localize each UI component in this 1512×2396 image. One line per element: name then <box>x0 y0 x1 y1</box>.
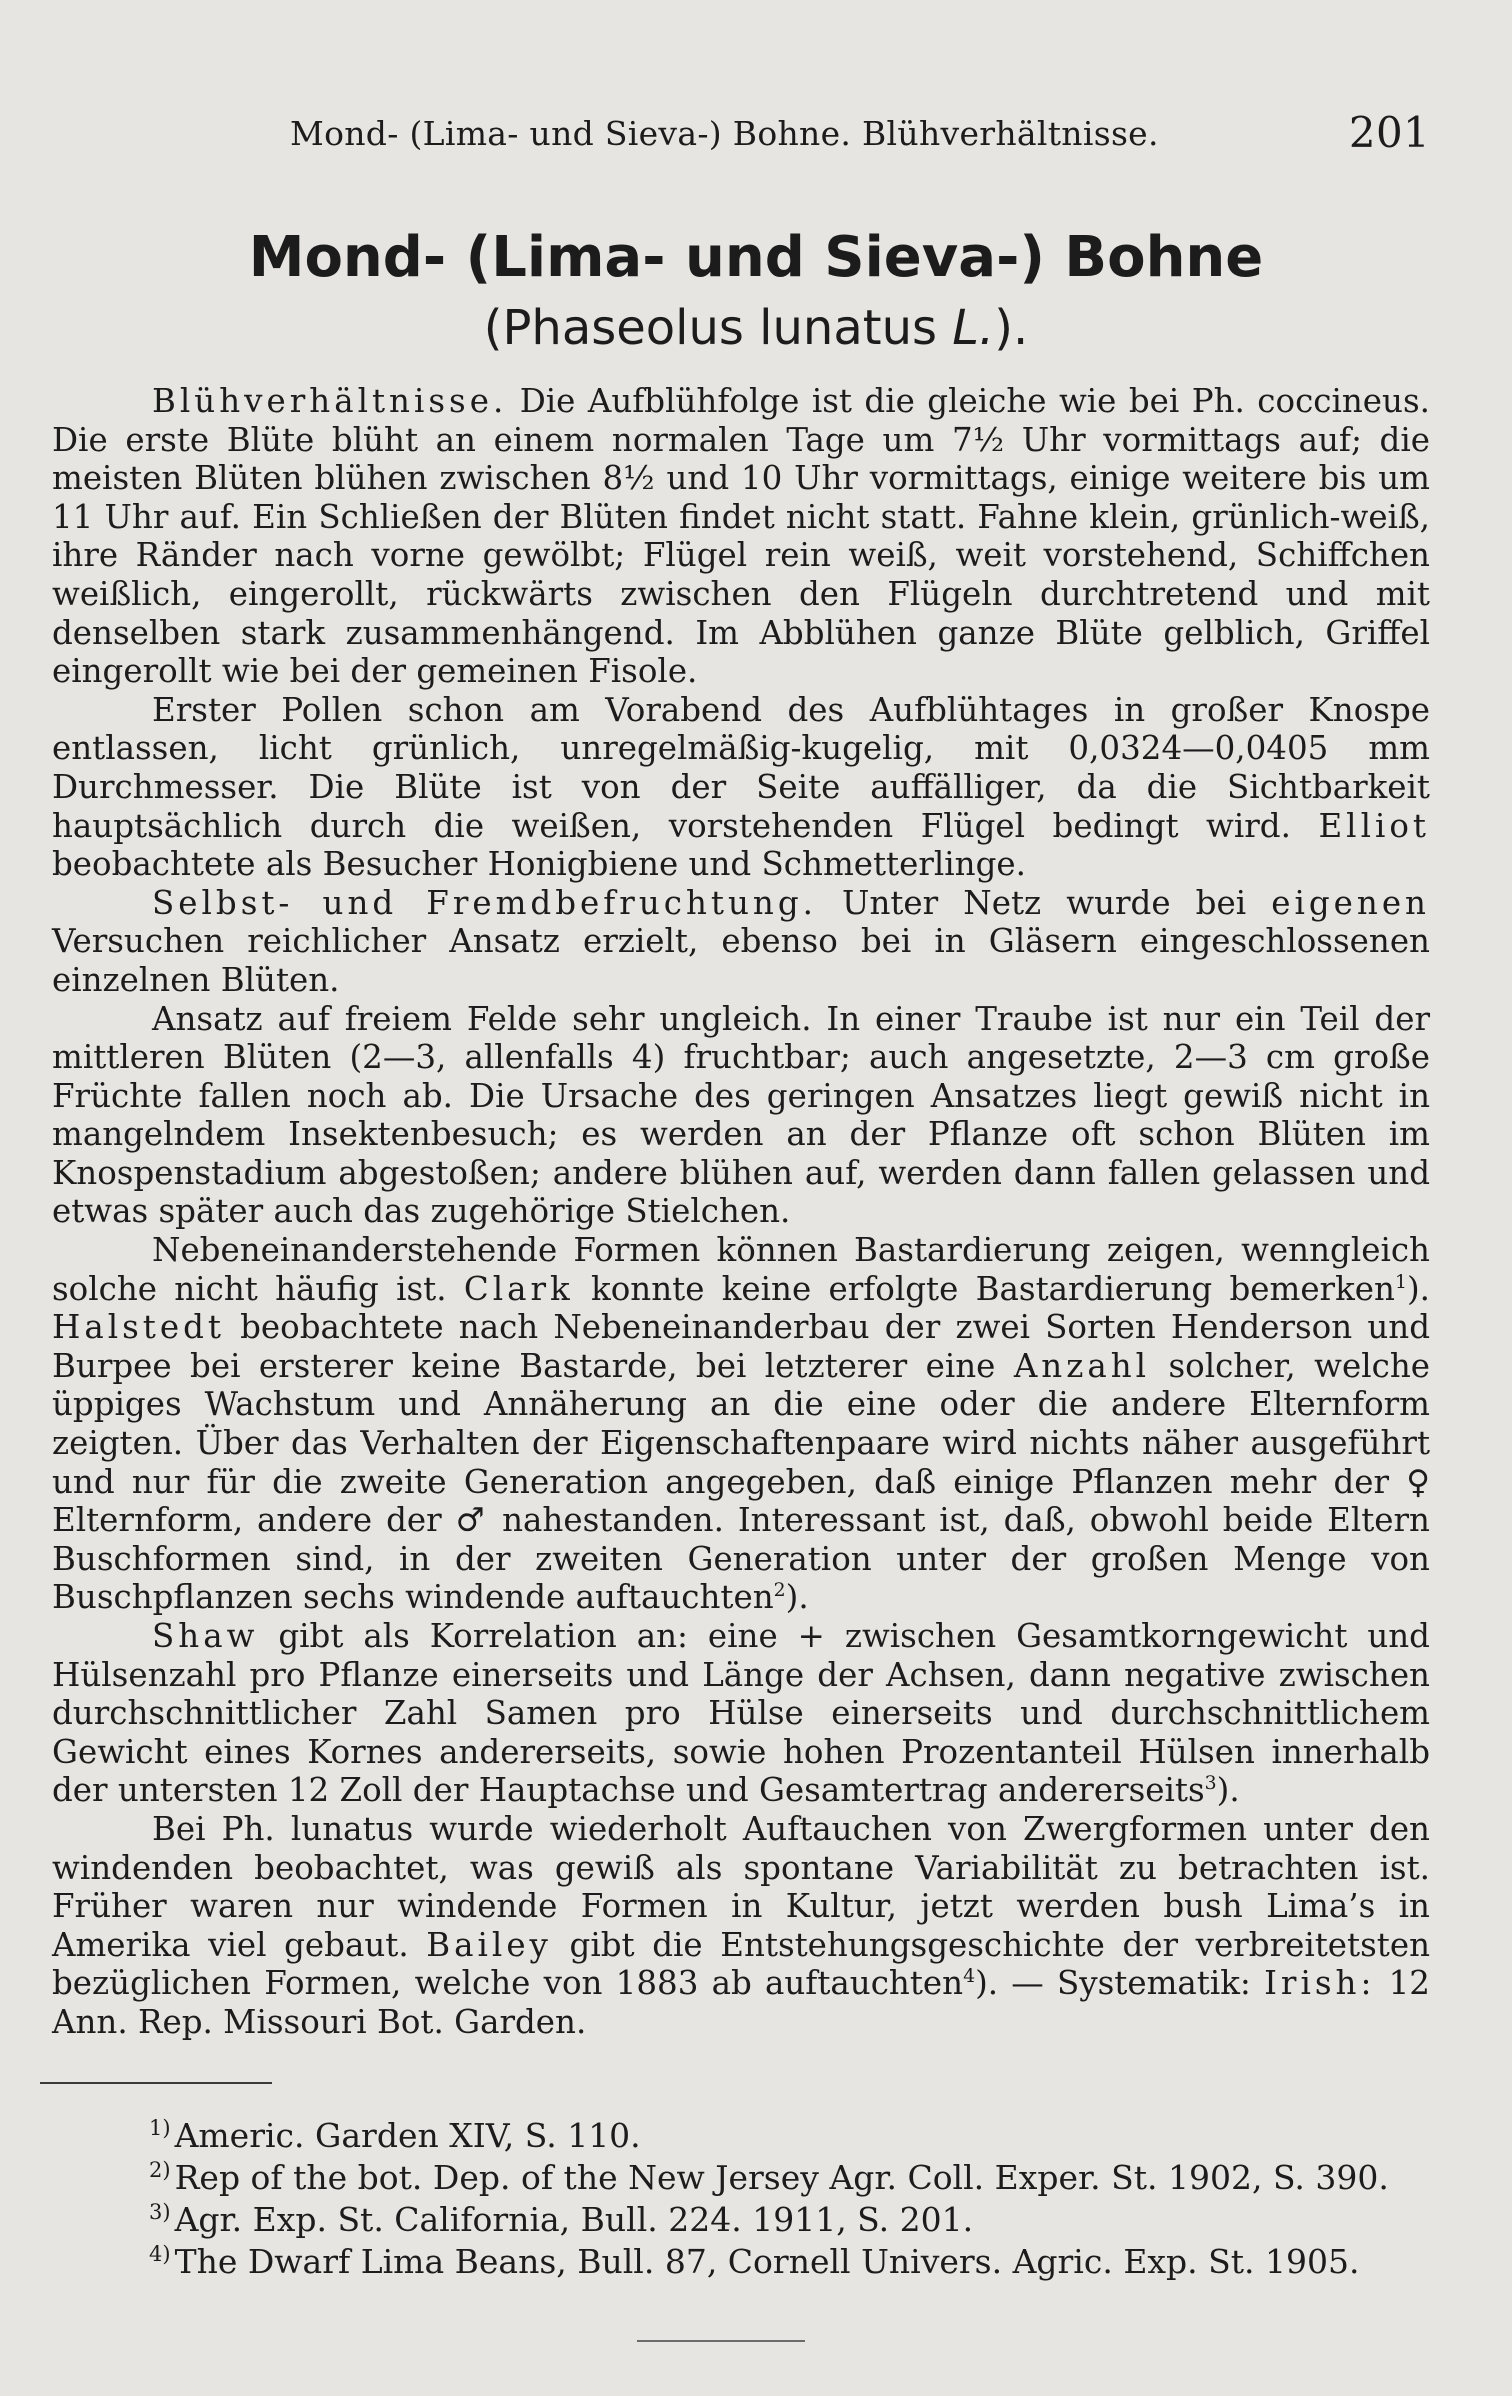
chapter-title: Mond- (Lima- und Sieva-) Bohne <box>248 225 1264 290</box>
paragraph-text: Versuchen reichlicher Ansatz erzielt, ebenso bei in Gläsern eingeschlossenen einzelnen Blüten. <box>52 922 1430 999</box>
footnote-mark: 4) <box>149 2242 171 2266</box>
author-name: Irish: <box>1264 1964 1376 2003</box>
footnotes <box>149 2116 1430 2285</box>
footnote-ref[interactable]: 3 <box>1204 1773 1217 1795</box>
paragraph-text: ). — Systematik: <box>975 1964 1265 2003</box>
paragraph-text: gibt als Korrelation an: eine + zwischen Gesamtkorngewicht und Hülsenzahl pro Pflanze einerseits und Länge der Achsen, dann negative zwischen durchschnittlicher Zahl Samen pro Hülse einerseits und durchschnittlichem Gewicht eines Kornes andererseits, sowie hohen Prozentanteil Hülsen innerhalb der untersten 12 Zoll der Hauptachse und Gesamtertrag andererseits <box>52 1617 1430 1810</box>
paragraph-text: Die Aufblühfolge ist die gleiche wie bei Ph. coccineus. Die erste Blüte blüht an einem normalen Tage um 7½ Uhr vormittags auf; die meisten Blüten blühen zwischen 8½ und 10 Uhr vormittags, einige weitere bis um 11 Uhr auf. Ein Schließen der Blüten findet nicht statt. Fahne klein, grünlich-weiß, ihre Ränder nach vorne gewölbt; Flügel rein weiß, weit vorstehend, Schiffchen weißlich, eingerollt, rückwärts zwischen den Flügeln durchtretend und mit denselben stark zusammenhängend. Im Abblühen ganze Blüte gelblich, Griffel eingerollt wie bei der gemeinen Fisole. <box>52 382 1430 691</box>
paragraph-text: . <box>798 1578 809 1617</box>
footnote-text: The Dwarf Lima Beans, Bull. 87, Cornell Univers. Agric. Exp. St. 1905. <box>174 2242 1360 2281</box>
paragraph-bluehverhaeltnisse <box>52 382 1430 691</box>
author-name: Bailey <box>426 1925 552 1964</box>
page-number: 201 <box>1348 108 1430 157</box>
emphasis-text: Anzahl <box>1013 1346 1151 1385</box>
section-heading: Blühverhältnisse. <box>152 382 508 420</box>
paragraph-text: ). <box>1216 1771 1240 1810</box>
footnote-ref[interactable]: 2 <box>773 1580 786 1602</box>
subtitle-close: ). <box>994 300 1029 356</box>
paragraph-ansatz <box>52 1000 1430 1232</box>
footnote-text: Agr. Exp. St. California, Bull. 224. 1911, S. 201. <box>174 2200 974 2239</box>
paragraph-pollen <box>52 691 1430 884</box>
paragraph-korrelation <box>52 1617 1430 1810</box>
paragraph-text: Bei Ph. lunatus wurde wiederholt Auftauchen von Zwergformen unter den windenden beobachtet, was gewiß als spontane Variabilität zu betrachten ist. Früher waren nur windende Formen in Kultur, jetzt werden bush Lima’s in Amerika viel gebaut. <box>52 1809 1430 1964</box>
paragraph-text: solcher, welche üppiges Wachstum und Annäherung an die eine oder die andere Elternform zeigten. Über das Verhalten der Eigenschaftenpaare wird nichts näher ausgeführt und nur für die zweite Generation angegeben, daß einige Pflanzen mehr der ♀ Elternform, andere der ♂ nahestanden. Interessant ist, daß, obwohl beide Eltern Buschformen sind, in der zweiten Generation unter der großen Menge von Buschpflanzen sechs windende auftauchten <box>52 1346 1430 1617</box>
author-name: Clark <box>463 1269 574 1308</box>
footnote-ref[interactable]: 4 <box>963 1966 976 1988</box>
paragraph-text: Erster Pollen schon am Vorabend des Aufblühtages in großer Knospe entlassen, licht grünlich, unregelmäßig-kugelig, mit 0,0324—0,0405 mm Durchmesser. Die Blüte ist von der Seite auffälliger, da die Sichtbarkeit hauptsächlich durch die weißen, vorstehenden Flügel bedingt wird. <box>52 690 1430 845</box>
running-title: Mond- (Lima- und Sieva-) Bohne. Blühverhältnisse. <box>290 114 1159 153</box>
footnote-text: Americ. Garden XIV, S. 110. <box>174 2116 641 2155</box>
paragraph-text: konnte keine erfolgte Bastardierung bemerken <box>573 1269 1395 1308</box>
footnote-separator <box>40 2082 272 2084</box>
footnote-item <box>149 2200 1430 2243</box>
bottom-rule <box>637 2340 805 2342</box>
footnote-mark: 1) <box>149 2116 171 2140</box>
paragraph-text: Ansatz auf freiem Felde sehr ungleich. In einer Traube ist nur ein Teil der mittleren Blüten (2—3, allenfalls 4) fruchtbar; auch angesetzte, 2—3 cm große Früchte fallen noch ab. Die Ursache des geringen Ansatzes liegt gewiß nicht in mangelndem Insektenbesuch; es werden an der Pflanze oft schon Blüten im Knospenstadium abgestoßen; andere blühen auf, werden dann fallen gelassen und etwas später auch das zugehörige Stielchen. <box>52 999 1430 1231</box>
paragraph-befruchtung <box>52 884 1430 1000</box>
footnote-ref[interactable]: 1 <box>1394 1271 1407 1293</box>
subtitle-open: (Phaseolus lunatus <box>483 300 953 356</box>
paragraph-zwergformen <box>52 1810 1430 2042</box>
footnote-item <box>149 2242 1430 2285</box>
body-text <box>52 382 1430 2042</box>
footnote-text: Rep of the bot. Dep. of the New Jersey Agr. Coll. Exper. St. 1902, S. 390. <box>174 2158 1389 2197</box>
paragraph-text: 12 Ann. Rep. Missouri Bot. Garden. <box>52 1964 1430 2041</box>
author-name: Elliot <box>1318 806 1430 845</box>
chapter-subtitle <box>0 300 1512 356</box>
author-name: Halstedt <box>52 1308 225 1347</box>
running-head <box>290 108 1430 158</box>
paragraph-text: Nebeneinanderstehende Formen können Bastardierung zeigen, wenngleich solche nicht häufig ist. <box>52 1231 1430 1308</box>
footnote-mark: 2) <box>149 2158 171 2182</box>
paragraph-text: gibt die Entstehungsgeschichte der verbreitetsten bezüglichen Formen, welche von 1883 ab auftauchten <box>52 1925 1430 2003</box>
footnote-item <box>149 2116 1430 2159</box>
subtitle-author: L. <box>952 300 995 356</box>
emphasis-text: eigenen <box>1271 883 1430 922</box>
paragraph-text: beobachtete nach Nebeneinanderbau der zwei Sorten Henderson und Burpee bei ersterer keine Bastarde, bei letzterer eine <box>52 1308 1430 1385</box>
paragraph-text: Unter Netz wurde bei <box>816 883 1272 922</box>
footnote-item <box>149 2158 1430 2201</box>
section-heading: Selbst- und Fremdbefruchtung. <box>152 883 817 922</box>
author-name: Shaw <box>152 1617 259 1655</box>
paragraph-text: beobachtete als Besucher Honigbiene und Schmetterlinge. <box>52 845 1026 884</box>
paragraph-bastardierung: Nebeneinanderstehende Formen können Bastardierung zeigen, wenngleich solche nicht häufig ist. Clark konnte keine erfolgte Bastardierung bemerken$^1$). Halstedt beobachtete nach Nebeneinanderbau der zwei Sorten Henderson und Burpee bei ersterer keine Bastarde, bei letzterer eine Anzahl solcher, welche üppiges Wachstum und Annäherung an die eine oder die andere Elternform zeigten. Über das Verhalten der Eigenschaftenpaare wird nichts näher ausgeführt und nur für die zweite Generation angegeben, daß einige Pflanzen mehr der ♀ Elternform, andere der ♂ nahestanden. Interessant ist, daß, obwohl beide Eltern Buschformen sind, in der zweiten Generation unter der großen Menge von Buschpflanzen sechs windende auftauchten$^2$). <box>52 1231 1430 1617</box>
paragraph-text: . <box>1419 1269 1430 1308</box>
footnote-mark: 3) <box>149 2200 171 2224</box>
